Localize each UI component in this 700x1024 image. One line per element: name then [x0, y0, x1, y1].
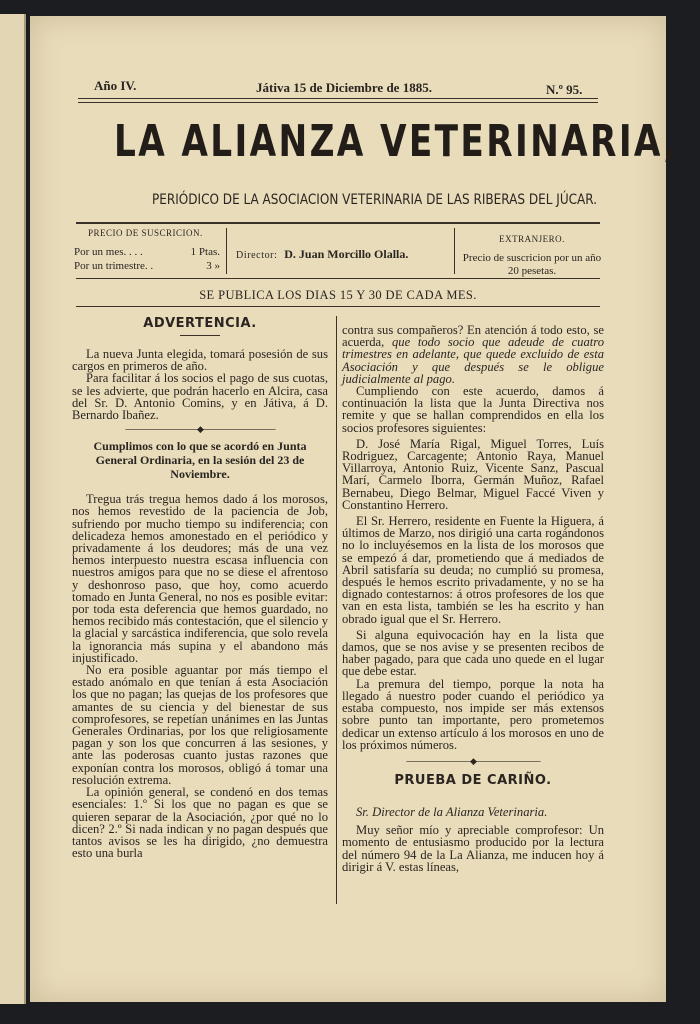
body-paragraph-2: No era posible aguantar por más tiempo el estado anómalo en que tenían á esta Asociación los que no pagan; las quejas de los profesores que amantes de su ciencia y del bienestar de sus comprofesores, se repetían unánimes en las Juntas Generales Ordinarias, por los que religiosamente pagan y son los que concurren á las sesiones, y ante las poderosas cuanto justas razones que exponían contra los morosos, obligó á tomar una resolución extrema.	[72, 663, 328, 787]
advertencia-paragraph-1: La nueva Junta elegida, tomará posesión de sus cargos en primeros de año.	[72, 347, 328, 374]
place-date: Játiva 15 de Diciembre de 1885.	[256, 80, 432, 95]
right-paragraph-1	[342, 324, 604, 385]
header-rule-2	[78, 102, 598, 103]
price-heading: PRECIO DE SUSCRICION.	[88, 228, 203, 238]
agreement-note: Cumplimos con lo que se acordó en Junta General Ordinaria, en la sesión del 23 de Noviembre.	[93, 439, 307, 482]
newspaper-page	[30, 16, 679, 1002]
right-paragraph-1-text: contra sus compañeros? En atención á todo esto, se acuerda,	[342, 323, 604, 350]
director-label: Director:	[236, 250, 278, 261]
right-column	[342, 324, 604, 873]
price-month-row	[74, 246, 220, 258]
prueba-heading: PRUEBA DE CARIÑO.	[394, 772, 552, 788]
column-divider	[336, 316, 337, 904]
ornament-divider-2: ————————◆————————	[406, 756, 540, 767]
price-trimester-row	[74, 260, 220, 272]
advertencia-paragraph-2: Para facilitar á los socios el pago de sus cuotas, se les advierte, que podrán hacerlo en Alcira, casa del Sr. D. Antonio Comins, y en Játiva, á D. Bernardo Ibañez.	[72, 371, 328, 423]
newspaper-title: LA ALIANZA VETERINARIA,	[114, 116, 679, 167]
right-paragraph-6: La premura del tiempo, porque la nota ha llegado á nuestro poder cuando el periódico ya estaba compuesto, nos impide ser más extensos sobre punto tan importante, pero prometemos dedicar un extenso artículo á los morosos en uno de los próximos números.	[342, 676, 604, 752]
header-rule	[78, 98, 598, 99]
facing-page-edge	[0, 14, 26, 1004]
members-list: D. José María Rigal, Miguel Torres, Luís Rodriguez, Carcagente; Antonio Raya, Manuel Villarroya, Antonio Ruiz, Vicente Sanz, Pascual Marí, Carmelo Iborra, Germán Muñoz, Rafael Bernabeu, Diego Belmar, Miguel Faccé Viven y Constantino Herrero.	[342, 436, 604, 512]
price-trimester-label: Por un trimestre. .	[74, 260, 154, 272]
letter-paragraph: Muy señor mío y apreciable comprofesor: Un momento de entusiasmo producido por la lectura del número 94 de la La Alianza, me inducen hoy á dirigir á V. estas líneas,	[342, 823, 604, 874]
info-divider-1	[226, 228, 227, 274]
right-paragraph-5: Si alguna equivocación hay en la lista que damos, que se nos avise y se presenten recibos de haber pagado, para que cada uno quede en el lugar que debe estar.	[342, 627, 604, 679]
right-paragraph-4: El Sr. Herrero, residente en Fuente la Higuera, á últimos de Marzo, nos dirigió una carta rogándonos no lo incluyésemos en la lista de los morosos que se empezó á dar, prometiendo que á mediados de Abril satisfaría su deuda; no cumplió su promesa, después le hemos escrito privadamente, y no se ha dignado contestarnos: á otros profesores de los que van en esta lista, también se les ha escrito y han obrado igual que el Sr. Herrero.	[342, 514, 604, 626]
info-box-bottom	[76, 278, 600, 279]
director-row	[236, 247, 408, 262]
newspaper-subtitle: PERIÓDICO DE LA ASOCIACION VETERINARIA DE LAS RIBERAS DEL JÚCAR.	[152, 192, 598, 208]
abroad-heading: EXTRANJERO.	[499, 234, 565, 244]
heading-underline	[180, 335, 220, 336]
ornament-divider: —————————◆—————————	[125, 425, 275, 436]
left-column	[72, 316, 328, 859]
body-paragraph-3: La opinión general, se condenó en dos temas esenciales: 1.º Si los que no pagan es que se quieren separar de la Asociación, ¿por qué no lo dicen? 2.º Si nada indican y no pagan después que tantos avisos se les ha dirigido, ¿no demuestra esto una burla	[72, 785, 328, 861]
info-box-top	[76, 222, 600, 224]
resolution-italic: que todo socio que adeude de cuatro trimestres en adelante, que quede excluido de esta Asociación y que después se le obligue judicialmente al pago.	[342, 335, 604, 386]
body-paragraph-1: Tregua trás tregua hemos dado á los morosos, nos hemos revestido de la paciencia de Job, sufriendo por mucho tiempo su indiferencia; con delicadeza hemos amonestado en el periódico y privadamente á los deudores; más de una vez hemos interpuesto nuestra escasa influencia con nuestros amigos para que no se diese el afrentoso y deshonroso paso, que hoy, como acuerdo tomado en Junta General, no nos es posible evitar: por toda esta deferencia que hemos guardado, no hemos recibido más contestación, que el silencio y la glacial y sarcástica indiferencia, que solo revela la ignorancia más supina y el abandono más injustificado.	[72, 492, 328, 665]
info-divider-2	[454, 228, 455, 274]
advertencia-heading: ADVERTENCIA.	[143, 316, 257, 331]
letter-salutation: Sr. Director de la Alianza Veterinaria.	[356, 804, 548, 819]
price-month-label: Por un mes. . . .	[74, 246, 143, 258]
price-month-value: 1 Ptas.	[190, 246, 220, 258]
right-paragraph-2: Cumpliendo con este acuerdo, damos á continuación la lista que la Junta Directiva nos remite y que se hallan comprendidos en ella los socios profesores siguientes:	[342, 384, 604, 435]
director-name: D. Juan Morcillo Olalla.	[284, 247, 409, 261]
year-label: Año IV.	[94, 78, 137, 93]
schedule-rule	[76, 306, 600, 307]
abroad-text: Precio de suscricion por un año 20 pesetas.	[462, 252, 602, 277]
publication-schedule: SE PUBLICA LOS DIAS 15 Y 30 DE CADA MES.	[199, 288, 477, 302]
price-trimester-value: 3 »	[206, 260, 220, 272]
issue-number: N.º 95.	[546, 82, 583, 97]
